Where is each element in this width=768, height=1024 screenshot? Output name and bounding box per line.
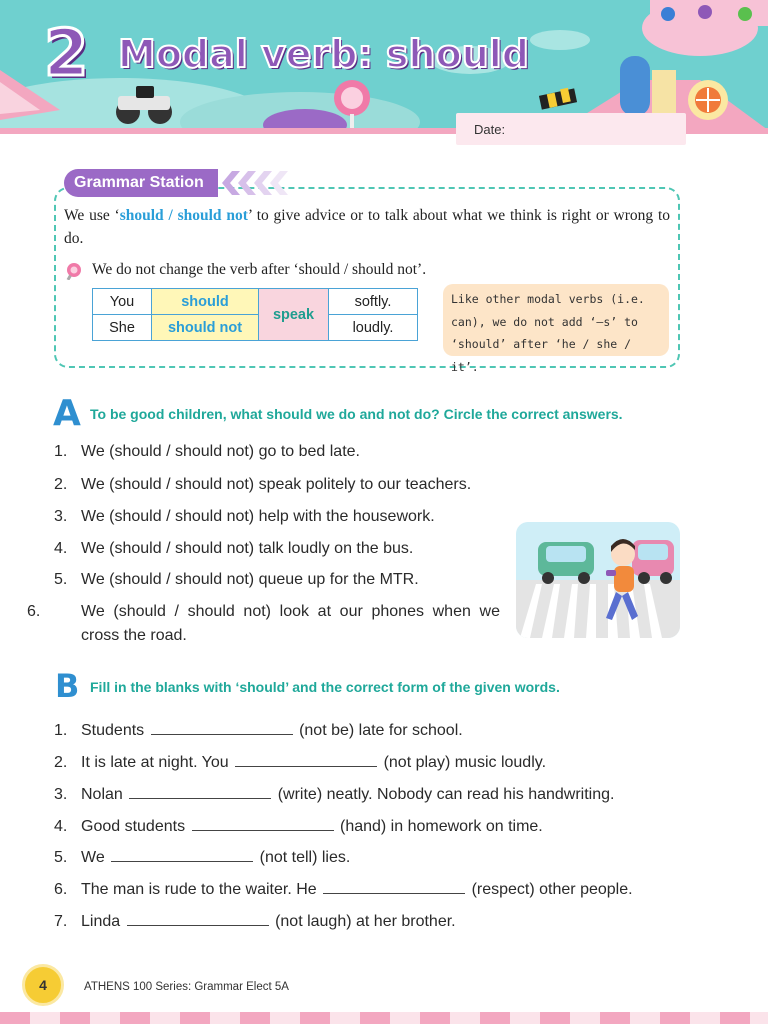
list-item (54, 505, 435, 529)
question-number: 3. (54, 508, 68, 525)
question-text: Good students (81, 818, 186, 835)
question-text: (not tell) lies. (259, 849, 351, 866)
question-text: Students (81, 722, 145, 739)
question-text: We (should / should not) talk loudly on the bus. (81, 540, 414, 557)
question-text: Linda (81, 913, 121, 930)
intro-text-end: ’ to give advice or to talk about what we think is right or wrong to do. (64, 207, 671, 247)
date-label: Date: (474, 122, 506, 137)
list-item (54, 845, 350, 870)
answer-blank[interactable] (235, 750, 377, 767)
table-cell-verb: speak (259, 289, 329, 341)
list-item (54, 750, 546, 775)
question-text: (not be) late for school. (299, 722, 463, 739)
intro-slash: / (163, 207, 178, 224)
chevron-arrows-icon (222, 169, 296, 197)
grammar-note: We do not change the verb after ‘should / should not’. (92, 261, 427, 278)
question-number: 4. (54, 818, 68, 835)
intro-should: should (119, 207, 164, 224)
question-text: We (should / should not) look at our phones when we cross the road. (81, 603, 500, 644)
footer-series: ATHENS 100 Series: Grammar Elect 5A (84, 981, 289, 993)
section-a-instruction: To be good children, what should we do and not do? Circle the correct answers. (90, 406, 623, 422)
question-text: (hand) in homework on time. (339, 818, 543, 835)
question-text: We (should / should not) speak politely to our teachers. (81, 476, 472, 493)
tip-note: Like other modal verbs (i.e. can), we do not add ‘–s’ to ‘should’ after ‘he / she / it’. (443, 284, 669, 356)
question-number: 5. (54, 571, 68, 588)
grammar-intro (64, 204, 670, 250)
table-cell-adverb: loudly. (329, 315, 418, 341)
answer-blank[interactable] (127, 909, 269, 926)
footer-decor-strip (0, 1012, 768, 1024)
list-item (27, 600, 500, 648)
list-item (54, 568, 419, 592)
lollipop-icon (65, 262, 83, 280)
list-item (54, 473, 471, 497)
section-a-letter: A (53, 393, 81, 434)
table-cell-adverb: softly. (329, 289, 418, 315)
grammar-station-tag: Grammar Station (64, 169, 218, 197)
intro-text: We use ‘ (64, 207, 120, 224)
question-text: It is late at night. You (81, 754, 229, 771)
question-number: 1. (54, 443, 68, 460)
page-number: 4 (39, 977, 47, 993)
grammar-table (92, 288, 418, 341)
unit-number: 2 (44, 17, 89, 91)
question-text: We (should / should not) queue up for the MTR. (81, 571, 419, 588)
question-number: 7. (54, 913, 68, 930)
answer-blank[interactable] (151, 718, 293, 735)
date-field[interactable] (456, 113, 686, 145)
question-number: 6. (54, 881, 68, 898)
table-cell-modal: should not (152, 315, 259, 341)
question-text: We (should / should not) go to bed late. (81, 443, 360, 460)
question-number: 6. (27, 603, 41, 620)
table-row (93, 289, 418, 315)
list-item (54, 782, 614, 807)
question-text: (write) neatly. Nobody can read his handwriting. (277, 786, 615, 803)
list-item (54, 877, 633, 902)
question-number: 2. (54, 754, 68, 771)
answer-blank[interactable] (323, 877, 465, 894)
question-text: We (should / should not) help with the housework. (81, 508, 435, 525)
question-number: 5. (54, 849, 68, 866)
question-text: (not play) music loudly. (383, 754, 547, 771)
list-item (54, 537, 413, 561)
answer-blank[interactable] (111, 845, 253, 862)
page-title: Modal verb: should (118, 32, 529, 76)
table-row (93, 315, 418, 341)
question-number: 1. (54, 722, 68, 739)
answer-blank[interactable] (192, 814, 334, 831)
list-item (54, 909, 456, 934)
question-text: We (81, 849, 105, 866)
intro-should-not: should not (177, 207, 248, 224)
page-number-badge (22, 964, 64, 1006)
boy-crossing-road-image (516, 522, 680, 638)
question-text: The man is rude to the waiter. He (81, 881, 317, 898)
question-number: 3. (54, 786, 68, 803)
question-text: Nolan (81, 786, 123, 803)
answer-blank[interactable] (129, 782, 271, 799)
question-number: 4. (54, 540, 68, 557)
question-text: (respect) other people. (471, 881, 633, 898)
list-item (54, 718, 463, 743)
crossing-road-illustration (516, 522, 680, 638)
header-banner (0, 0, 768, 148)
question-number: 2. (54, 476, 68, 493)
list-item (54, 814, 543, 839)
table-cell-subject: She (93, 315, 152, 341)
table-cell-modal: should (152, 289, 259, 315)
table-cell-subject: You (93, 289, 152, 315)
section-b-letter: B (55, 667, 80, 705)
section-b-instruction: Fill in the blanks with ‘should’ and the correct form of the given words. (90, 679, 560, 695)
question-text: (not laugh) at her brother. (275, 913, 456, 930)
list-item (54, 440, 360, 464)
